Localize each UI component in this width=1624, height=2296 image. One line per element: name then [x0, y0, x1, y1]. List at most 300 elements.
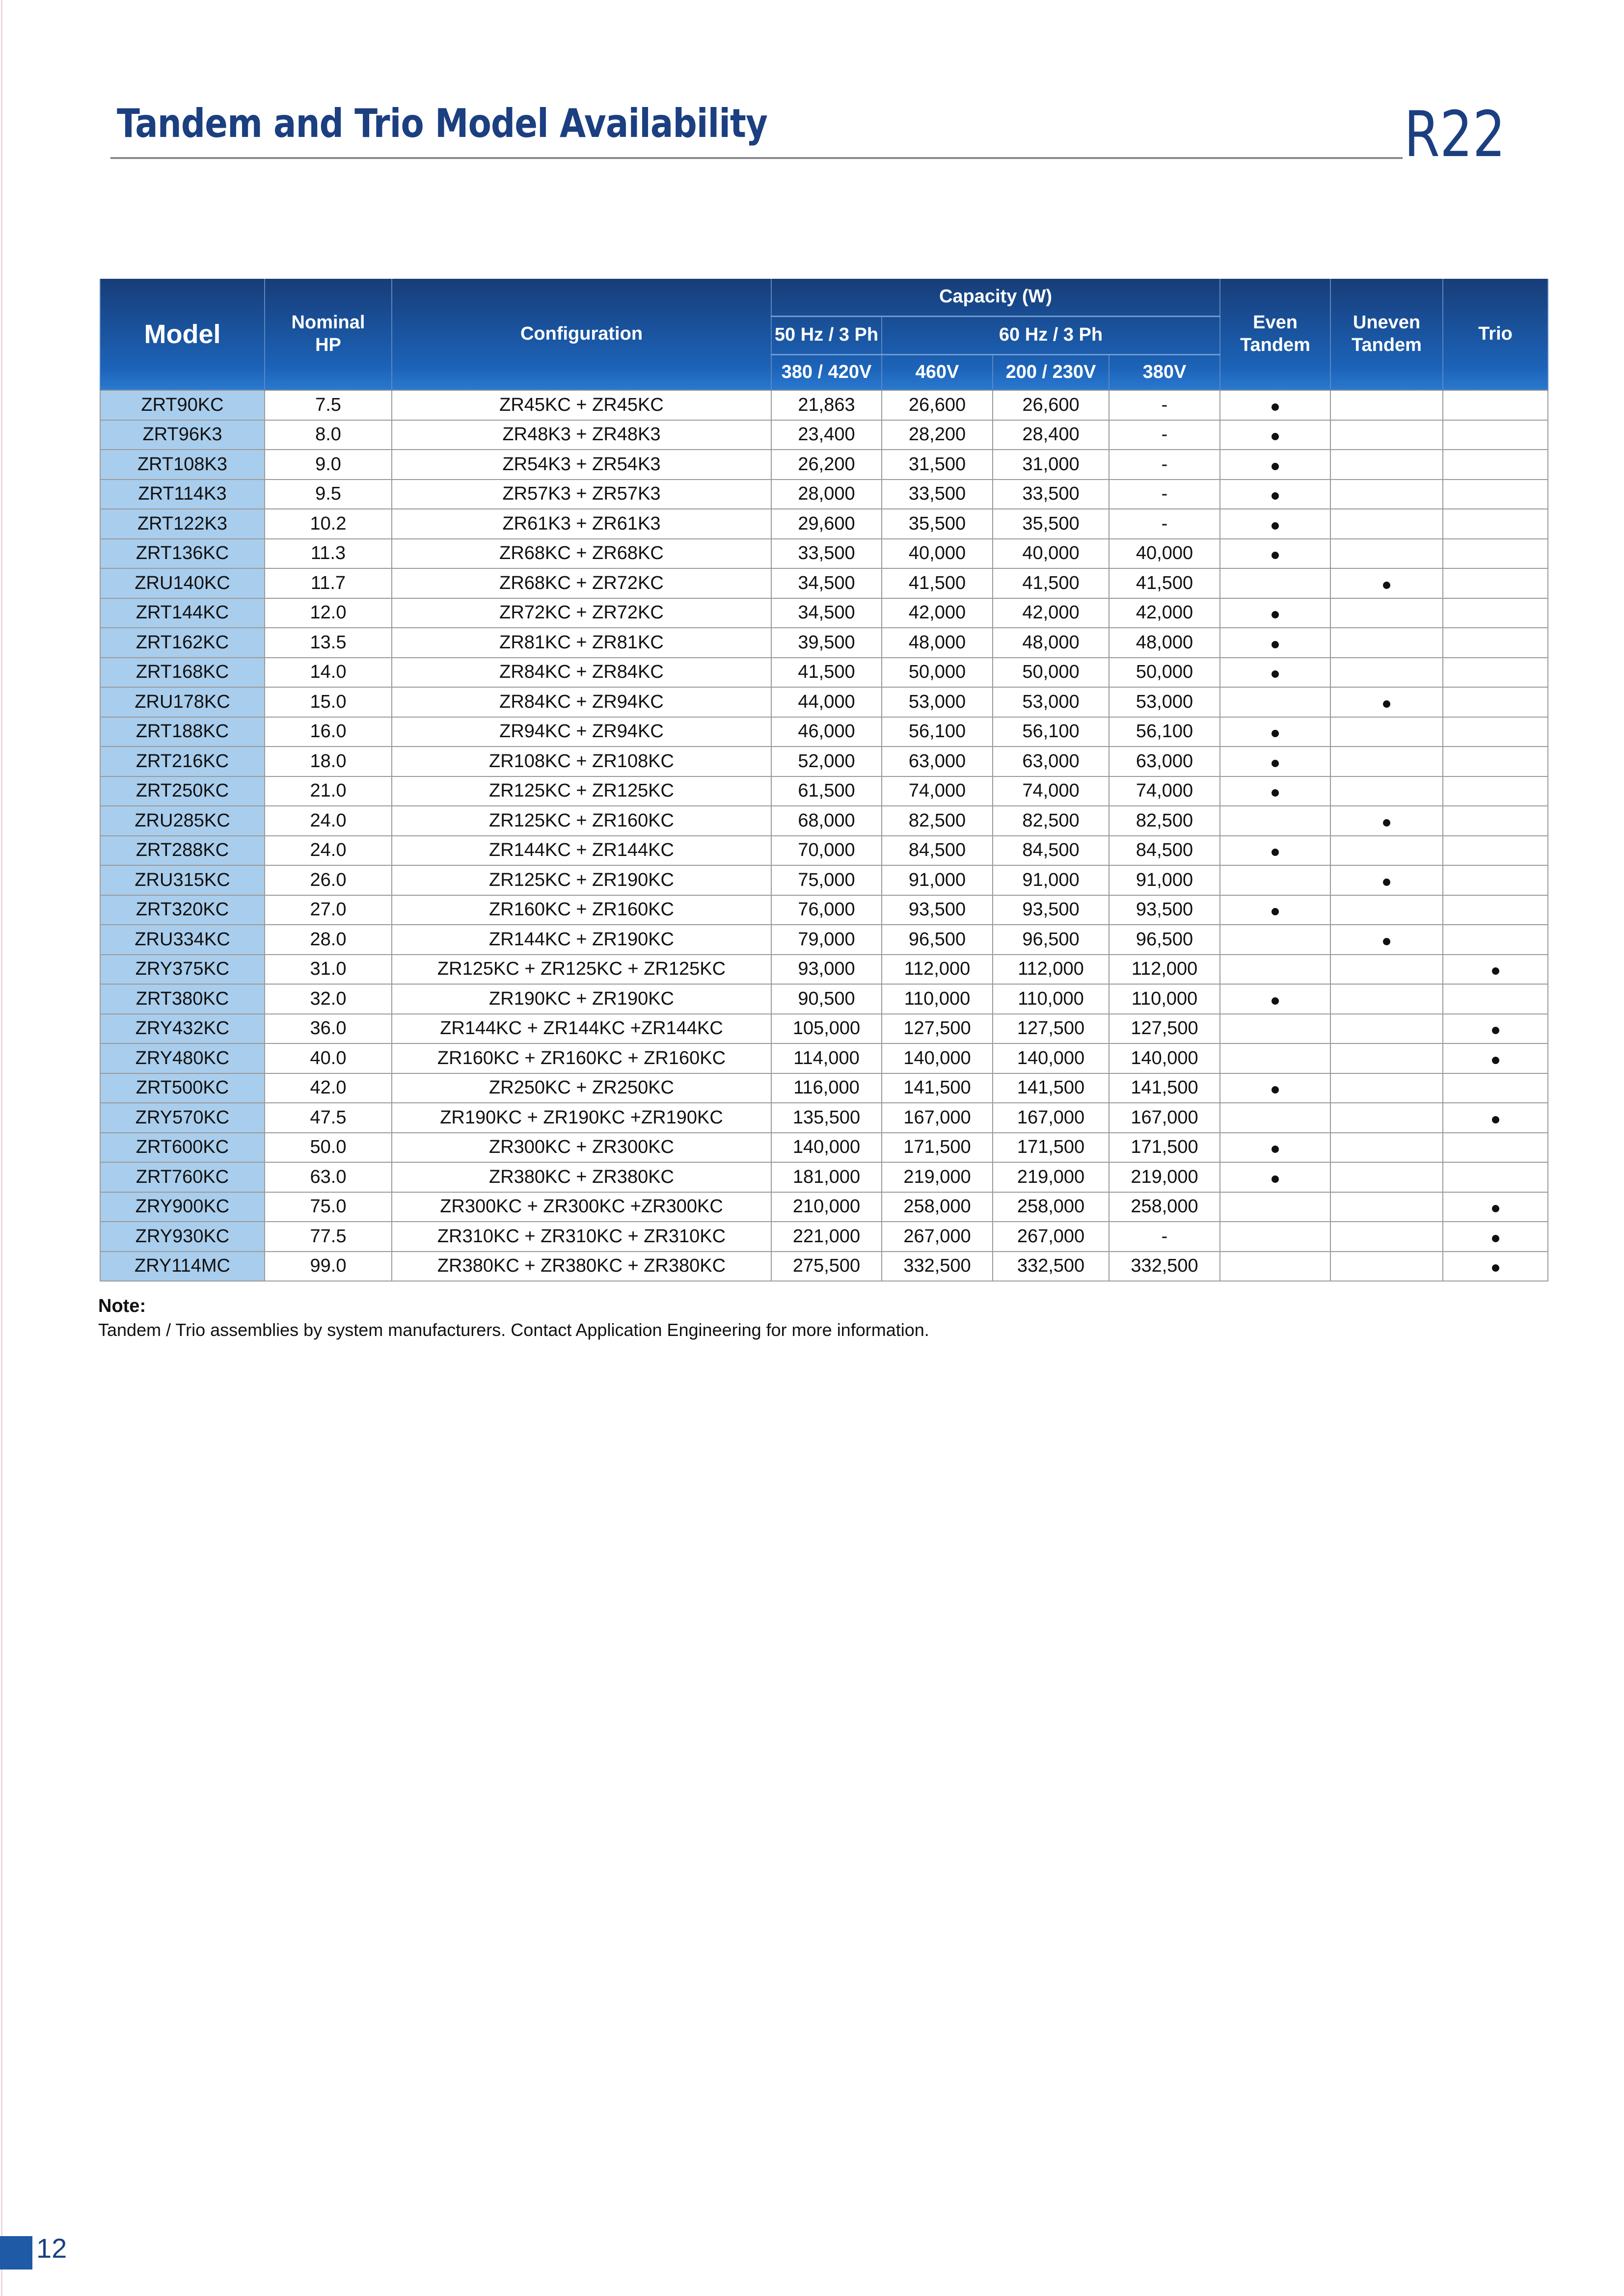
cell-configuration: ZR125KC + ZR125KC: [392, 776, 771, 806]
cell-uneven-tandem: [1330, 598, 1443, 628]
cell-capacity-200-230v: 31,000: [993, 450, 1109, 480]
header-50hz: 50 Hz / 3 Ph: [771, 316, 882, 354]
cell-uneven-tandem: [1330, 568, 1443, 598]
cell-configuration: ZR68KC + ZR72KC: [392, 568, 771, 598]
cell-even-tandem: [1220, 539, 1330, 569]
cell-capacity-50hz-380-420v: 70,000: [771, 836, 882, 866]
table-row: [100, 1133, 1548, 1163]
availability-bullet-icon: [1492, 1116, 1499, 1123]
header-uneven-tandem: Uneven Tandem: [1330, 279, 1443, 390]
cell-model: ZRY375KC: [100, 955, 265, 985]
cell-nominal-hp: 75.0: [265, 1192, 392, 1222]
cell-capacity-50hz-380-420v: 135,500: [771, 1103, 882, 1133]
cell-nominal-hp: 50.0: [265, 1133, 392, 1163]
cell-even-tandem: [1220, 1133, 1330, 1163]
cell-trio-tandem: [1443, 598, 1548, 628]
cell-capacity-460v: 258,000: [882, 1192, 993, 1222]
cell-capacity-380v: -: [1109, 390, 1220, 420]
cell-configuration: ZR144KC + ZR190KC: [392, 925, 771, 955]
cell-configuration: ZR84KC + ZR94KC: [392, 687, 771, 717]
cell-uneven-tandem: [1330, 836, 1443, 866]
availability-bullet-icon: [1272, 403, 1279, 411]
table-row: [100, 895, 1548, 925]
cell-configuration: ZR68KC + ZR68KC: [392, 539, 771, 569]
header-200-230v: 200 / 230V: [993, 354, 1109, 390]
availability-bullet-icon: [1272, 522, 1279, 530]
cell-nominal-hp: 24.0: [265, 836, 392, 866]
cell-configuration: ZR250KC + ZR250KC: [392, 1073, 771, 1103]
cell-capacity-380v: 74,000: [1109, 776, 1220, 806]
cell-even-tandem: [1220, 717, 1330, 747]
cell-capacity-200-230v: 258,000: [993, 1192, 1109, 1222]
header-even-tandem: Even Tandem: [1220, 279, 1330, 390]
cell-configuration: ZR61K3 + ZR61K3: [392, 509, 771, 539]
availability-bullet-icon: [1272, 1175, 1279, 1183]
cell-trio-tandem: [1443, 1014, 1548, 1044]
cell-capacity-200-230v: 42,000: [993, 598, 1109, 628]
availability-bullet-icon: [1272, 552, 1279, 559]
cell-capacity-50hz-380-420v: 140,000: [771, 1133, 882, 1163]
cell-capacity-460v: 42,000: [882, 598, 993, 628]
table-body: [100, 390, 1548, 1281]
header-380v: 380V: [1109, 354, 1220, 390]
cell-configuration: ZR125KC + ZR160KC: [392, 806, 771, 836]
cell-capacity-50hz-380-420v: 90,500: [771, 984, 882, 1014]
cell-nominal-hp: 40.0: [265, 1043, 392, 1073]
cell-trio-tandem: [1443, 1192, 1548, 1222]
cell-trio-tandem: [1443, 1103, 1548, 1133]
cell-capacity-200-230v: 96,500: [993, 925, 1109, 955]
cell-model: ZRU334KC: [100, 925, 265, 955]
cell-capacity-200-230v: 93,500: [993, 895, 1109, 925]
cell-uneven-tandem: [1330, 747, 1443, 776]
availability-bullet-icon: [1272, 789, 1279, 797]
cell-capacity-460v: 219,000: [882, 1162, 993, 1192]
cell-trio-tandem: [1443, 865, 1548, 895]
cell-nominal-hp: 18.0: [265, 747, 392, 776]
cell-capacity-50hz-380-420v: 275,500: [771, 1252, 882, 1281]
note: [98, 1296, 929, 1340]
cell-capacity-200-230v: 53,000: [993, 687, 1109, 717]
table-row: [100, 747, 1548, 776]
cell-even-tandem: [1220, 1192, 1330, 1222]
cell-nominal-hp: 10.2: [265, 509, 392, 539]
cell-capacity-50hz-380-420v: 75,000: [771, 865, 882, 895]
header-capacity: Capacity (W): [771, 279, 1220, 316]
cell-uneven-tandem: [1330, 687, 1443, 717]
cell-capacity-380v: 141,500: [1109, 1073, 1220, 1103]
cell-model: ZRU315KC: [100, 865, 265, 895]
cell-capacity-50hz-380-420v: 76,000: [771, 895, 882, 925]
cell-capacity-460v: 53,000: [882, 687, 993, 717]
cell-capacity-460v: 28,200: [882, 420, 993, 450]
cell-capacity-380v: 42,000: [1109, 598, 1220, 628]
cell-trio-tandem: [1443, 717, 1548, 747]
cell-model: ZRT320KC: [100, 895, 265, 925]
cell-uneven-tandem: [1330, 1222, 1443, 1252]
cell-uneven-tandem: [1330, 390, 1443, 420]
cell-capacity-460v: 48,000: [882, 628, 993, 658]
cell-capacity-460v: 96,500: [882, 925, 993, 955]
table-row: [100, 1192, 1548, 1222]
cell-trio-tandem: [1443, 480, 1548, 509]
cell-nominal-hp: 26.0: [265, 865, 392, 895]
cell-trio-tandem: [1443, 420, 1548, 450]
cell-model: ZRT162KC: [100, 628, 265, 658]
cell-model: ZRU140KC: [100, 568, 265, 598]
cell-capacity-380v: 84,500: [1109, 836, 1220, 866]
cell-even-tandem: [1220, 1162, 1330, 1192]
cell-capacity-380v: -: [1109, 450, 1220, 480]
cell-trio-tandem: [1443, 628, 1548, 658]
cell-capacity-50hz-380-420v: 26,200: [771, 450, 882, 480]
cell-capacity-380v: 82,500: [1109, 806, 1220, 836]
cell-configuration: ZR190KC + ZR190KC: [392, 984, 771, 1014]
cell-nominal-hp: 27.0: [265, 895, 392, 925]
cell-configuration: ZR380KC + ZR380KC + ZR380KC: [392, 1252, 771, 1281]
table-row: [100, 628, 1548, 658]
cell-trio-tandem: [1443, 687, 1548, 717]
cell-capacity-460v: 31,500: [882, 450, 993, 480]
table-row: [100, 1222, 1548, 1252]
cell-nominal-hp: 99.0: [265, 1252, 392, 1281]
cell-capacity-460v: 63,000: [882, 747, 993, 776]
cell-uneven-tandem: [1330, 1133, 1443, 1163]
header-trio: Trio: [1443, 279, 1548, 390]
cell-even-tandem: [1220, 420, 1330, 450]
cell-nominal-hp: 14.0: [265, 658, 392, 688]
cell-even-tandem: [1220, 806, 1330, 836]
cell-capacity-200-230v: 35,500: [993, 509, 1109, 539]
cell-uneven-tandem: [1330, 450, 1443, 480]
cell-trio-tandem: [1443, 539, 1548, 569]
cell-capacity-50hz-380-420v: 93,000: [771, 955, 882, 985]
availability-bullet-icon: [1492, 1235, 1499, 1242]
table-row: [100, 955, 1548, 985]
cell-model: ZRU285KC: [100, 806, 265, 836]
cell-capacity-380v: -: [1109, 480, 1220, 509]
cell-model: ZRT500KC: [100, 1073, 265, 1103]
cell-capacity-460v: 56,100: [882, 717, 993, 747]
cell-uneven-tandem: [1330, 925, 1443, 955]
table-row: [100, 420, 1548, 450]
cell-capacity-460v: 74,000: [882, 776, 993, 806]
cell-capacity-50hz-380-420v: 79,000: [771, 925, 882, 955]
cell-nominal-hp: 15.0: [265, 687, 392, 717]
cell-configuration: ZR54K3 + ZR54K3: [392, 450, 771, 480]
cell-configuration: ZR300KC + ZR300KC +ZR300KC: [392, 1192, 771, 1222]
cell-capacity-460v: 35,500: [882, 509, 993, 539]
refrigerant-code: R22: [1404, 98, 1506, 171]
header-460v: 460V: [882, 354, 993, 390]
cell-even-tandem: [1220, 1222, 1330, 1252]
cell-nominal-hp: 13.5: [265, 628, 392, 658]
cell-configuration: ZR144KC + ZR144KC +ZR144KC: [392, 1014, 771, 1044]
cell-capacity-200-230v: 110,000: [993, 984, 1109, 1014]
cell-even-tandem: [1220, 1014, 1330, 1044]
cell-even-tandem: [1220, 865, 1330, 895]
cell-capacity-460v: 40,000: [882, 539, 993, 569]
cell-capacity-380v: -: [1109, 1222, 1220, 1252]
note-label: Note:: [98, 1296, 146, 1316]
table-row: [100, 1103, 1548, 1133]
cell-even-tandem: [1220, 984, 1330, 1014]
cell-configuration: ZR144KC + ZR144KC: [392, 836, 771, 866]
cell-model: ZRT250KC: [100, 776, 265, 806]
cell-capacity-460v: 171,500: [882, 1133, 993, 1163]
cell-trio-tandem: [1443, 955, 1548, 985]
availability-bullet-icon: [1383, 582, 1390, 589]
table-row: [100, 776, 1548, 806]
availability-bullet-icon: [1383, 938, 1390, 945]
cell-uneven-tandem: [1330, 865, 1443, 895]
table-row: [100, 925, 1548, 955]
cell-configuration: ZR300KC + ZR300KC: [392, 1133, 771, 1163]
cell-capacity-50hz-380-420v: 52,000: [771, 747, 882, 776]
cell-model: ZRT288KC: [100, 836, 265, 866]
table-row: [100, 568, 1548, 598]
cell-capacity-50hz-380-420v: 44,000: [771, 687, 882, 717]
cell-capacity-50hz-380-420v: 116,000: [771, 1073, 882, 1103]
cell-even-tandem: [1220, 390, 1330, 420]
cell-model: ZRT114K3: [100, 480, 265, 509]
cell-model: ZRT90KC: [100, 390, 265, 420]
cell-capacity-50hz-380-420v: 105,000: [771, 1014, 882, 1044]
cell-even-tandem: [1220, 836, 1330, 866]
cell-uneven-tandem: [1330, 806, 1443, 836]
cell-uneven-tandem: [1330, 1014, 1443, 1044]
cell-trio-tandem: [1443, 776, 1548, 806]
cell-capacity-200-230v: 63,000: [993, 747, 1109, 776]
cell-even-tandem: [1220, 687, 1330, 717]
cell-capacity-460v: 50,000: [882, 658, 993, 688]
cell-capacity-460v: 33,500: [882, 480, 993, 509]
cell-capacity-460v: 91,000: [882, 865, 993, 895]
cell-capacity-50hz-380-420v: 210,000: [771, 1192, 882, 1222]
cell-configuration: ZR190KC + ZR190KC +ZR190KC: [392, 1103, 771, 1133]
cell-trio-tandem: [1443, 450, 1548, 480]
cell-capacity-380v: 167,000: [1109, 1103, 1220, 1133]
cell-even-tandem: [1220, 1043, 1330, 1073]
cell-uneven-tandem: [1330, 1043, 1443, 1073]
availability-bullet-icon: [1272, 1146, 1279, 1153]
availability-bullet-icon: [1272, 730, 1279, 737]
table-row: [100, 687, 1548, 717]
cell-capacity-200-230v: 91,000: [993, 865, 1109, 895]
cell-capacity-380v: 93,500: [1109, 895, 1220, 925]
cell-even-tandem: [1220, 480, 1330, 509]
cell-capacity-200-230v: 167,000: [993, 1103, 1109, 1133]
cell-capacity-460v: 112,000: [882, 955, 993, 985]
cell-uneven-tandem: [1330, 480, 1443, 509]
cell-even-tandem: [1220, 895, 1330, 925]
cell-nominal-hp: 31.0: [265, 955, 392, 985]
cell-even-tandem: [1220, 568, 1330, 598]
header-380-420v: 380 / 420V: [771, 354, 882, 390]
cell-nominal-hp: 8.0: [265, 420, 392, 450]
table-row: [100, 1043, 1548, 1073]
cell-nominal-hp: 47.5: [265, 1103, 392, 1133]
cell-model: ZRT122K3: [100, 509, 265, 539]
cell-uneven-tandem: [1330, 1192, 1443, 1222]
cell-configuration: ZR125KC + ZR190KC: [392, 865, 771, 895]
table-row: [100, 865, 1548, 895]
cell-capacity-50hz-380-420v: 21,863: [771, 390, 882, 420]
table-row: [100, 658, 1548, 688]
cell-capacity-50hz-380-420v: 68,000: [771, 806, 882, 836]
cell-model: ZRT96K3: [100, 420, 265, 450]
cell-even-tandem: [1220, 925, 1330, 955]
table-row: [100, 390, 1548, 420]
cell-model: ZRT188KC: [100, 717, 265, 747]
cell-uneven-tandem: [1330, 984, 1443, 1014]
table-row: [100, 836, 1548, 866]
cell-configuration: ZR57K3 + ZR57K3: [392, 480, 771, 509]
table-row: [100, 450, 1548, 480]
cell-model: ZRT108K3: [100, 450, 265, 480]
cell-uneven-tandem: [1330, 658, 1443, 688]
cell-capacity-380v: 63,000: [1109, 747, 1220, 776]
cell-configuration: ZR310KC + ZR310KC + ZR310KC: [392, 1222, 771, 1252]
cell-capacity-380v: 53,000: [1109, 687, 1220, 717]
page-number-marker: [0, 2236, 32, 2269]
cell-nominal-hp: 28.0: [265, 925, 392, 955]
cell-model: ZRY480KC: [100, 1043, 265, 1073]
cell-even-tandem: [1220, 747, 1330, 776]
cell-trio-tandem: [1443, 1222, 1548, 1252]
cell-capacity-380v: 48,000: [1109, 628, 1220, 658]
cell-nominal-hp: 63.0: [265, 1162, 392, 1192]
page-number: 12: [36, 2233, 67, 2264]
cell-nominal-hp: 11.3: [265, 539, 392, 569]
table-row: [100, 539, 1548, 569]
table-row: [100, 598, 1548, 628]
header-nominal-hp: Nominal HP: [265, 279, 392, 390]
cell-capacity-380v: 40,000: [1109, 539, 1220, 569]
cell-capacity-380v: 91,000: [1109, 865, 1220, 895]
cell-model: ZRT144KC: [100, 598, 265, 628]
cell-uneven-tandem: [1330, 1073, 1443, 1103]
cell-trio-tandem: [1443, 806, 1548, 836]
cell-capacity-200-230v: 219,000: [993, 1162, 1109, 1192]
header-60hz: 60 Hz / 3 Ph: [882, 316, 1220, 354]
cell-capacity-460v: 167,000: [882, 1103, 993, 1133]
table-row: [100, 480, 1548, 509]
cell-capacity-200-230v: 74,000: [993, 776, 1109, 806]
cell-even-tandem: [1220, 776, 1330, 806]
cell-even-tandem: [1220, 450, 1330, 480]
cell-capacity-50hz-380-420v: 114,000: [771, 1043, 882, 1073]
cell-model: ZRY900KC: [100, 1192, 265, 1222]
cell-trio-tandem: [1443, 509, 1548, 539]
cell-even-tandem: [1220, 955, 1330, 985]
cell-nominal-hp: 16.0: [265, 717, 392, 747]
availability-bullet-icon: [1272, 908, 1279, 915]
cell-trio-tandem: [1443, 1252, 1548, 1281]
cell-capacity-50hz-380-420v: 34,500: [771, 598, 882, 628]
cell-uneven-tandem: [1330, 776, 1443, 806]
cell-uneven-tandem: [1330, 1162, 1443, 1192]
cell-nominal-hp: 42.0: [265, 1073, 392, 1103]
cell-capacity-50hz-380-420v: 39,500: [771, 628, 882, 658]
cell-model: ZRT168KC: [100, 658, 265, 688]
cell-capacity-460v: 140,000: [882, 1043, 993, 1073]
cell-trio-tandem: [1443, 984, 1548, 1014]
cell-model: ZRY930KC: [100, 1222, 265, 1252]
cell-capacity-460v: 82,500: [882, 806, 993, 836]
cell-capacity-200-230v: 141,500: [993, 1073, 1109, 1103]
cell-configuration: ZR72KC + ZR72KC: [392, 598, 771, 628]
cell-capacity-460v: 332,500: [882, 1252, 993, 1281]
cell-even-tandem: [1220, 658, 1330, 688]
availability-bullet-icon: [1272, 1086, 1279, 1094]
cell-uneven-tandem: [1330, 1252, 1443, 1281]
cell-capacity-200-230v: 33,500: [993, 480, 1109, 509]
cell-configuration: ZR84KC + ZR84KC: [392, 658, 771, 688]
cell-capacity-50hz-380-420v: 29,600: [771, 509, 882, 539]
cell-capacity-380v: 258,000: [1109, 1192, 1220, 1222]
cell-nominal-hp: 12.0: [265, 598, 392, 628]
availability-bullet-icon: [1383, 700, 1390, 708]
cell-configuration: ZR94KC + ZR94KC: [392, 717, 771, 747]
note-text: Tandem / Trio assemblies by system manufacturers. Contact Application Engineering for more information.: [98, 1320, 929, 1340]
cell-capacity-200-230v: 40,000: [993, 539, 1109, 569]
cell-capacity-380v: 171,500: [1109, 1133, 1220, 1163]
cell-configuration: ZR81KC + ZR81KC: [392, 628, 771, 658]
cell-model: ZRT216KC: [100, 747, 265, 776]
cell-capacity-200-230v: 82,500: [993, 806, 1109, 836]
cell-capacity-50hz-380-420v: 28,000: [771, 480, 882, 509]
cell-capacity-50hz-380-420v: 181,000: [771, 1162, 882, 1192]
cell-capacity-380v: 112,000: [1109, 955, 1220, 985]
availability-bullet-icon: [1383, 879, 1390, 886]
cell-configuration: ZR160KC + ZR160KC + ZR160KC: [392, 1043, 771, 1073]
cell-configuration: ZR380KC + ZR380KC: [392, 1162, 771, 1192]
cell-model: ZRT760KC: [100, 1162, 265, 1192]
availability-bullet-icon: [1383, 819, 1390, 827]
cell-even-tandem: [1220, 509, 1330, 539]
cell-capacity-200-230v: 56,100: [993, 717, 1109, 747]
cell-model: ZRY432KC: [100, 1014, 265, 1044]
cell-uneven-tandem: [1330, 1103, 1443, 1133]
cell-capacity-50hz-380-420v: 33,500: [771, 539, 882, 569]
cell-model: ZRY570KC: [100, 1103, 265, 1133]
model-availability-table: [100, 279, 1548, 1281]
cell-capacity-200-230v: 127,500: [993, 1014, 1109, 1044]
cell-configuration: ZR45KC + ZR45KC: [392, 390, 771, 420]
cell-capacity-200-230v: 84,500: [993, 836, 1109, 866]
table-row: [100, 1073, 1548, 1103]
cell-trio-tandem: [1443, 925, 1548, 955]
cell-capacity-460v: 84,500: [882, 836, 993, 866]
cell-capacity-460v: 41,500: [882, 568, 993, 598]
cell-capacity-200-230v: 171,500: [993, 1133, 1109, 1163]
cell-even-tandem: [1220, 1252, 1330, 1281]
cell-uneven-tandem: [1330, 717, 1443, 747]
cell-capacity-200-230v: 140,000: [993, 1043, 1109, 1073]
cell-capacity-460v: 93,500: [882, 895, 993, 925]
cell-even-tandem: [1220, 628, 1330, 658]
availability-bullet-icon: [1492, 1205, 1499, 1212]
cell-capacity-200-230v: 28,400: [993, 420, 1109, 450]
cell-capacity-200-230v: 50,000: [993, 658, 1109, 688]
cell-nominal-hp: 32.0: [265, 984, 392, 1014]
availability-bullet-icon: [1492, 1057, 1499, 1064]
cell-nominal-hp: 36.0: [265, 1014, 392, 1044]
cell-capacity-460v: 26,600: [882, 390, 993, 420]
cell-capacity-380v: 96,500: [1109, 925, 1220, 955]
cell-capacity-50hz-380-420v: 34,500: [771, 568, 882, 598]
